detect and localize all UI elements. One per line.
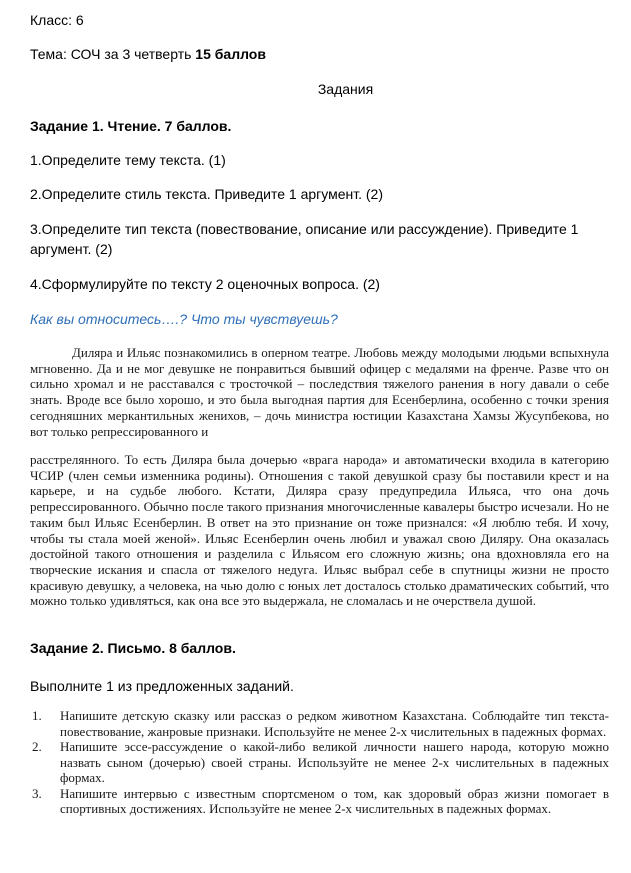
task2-instruction: Выполните 1 из предложенных заданий. [30,678,294,694]
item-text: Напишите детскую сказку или рассказ о редком животном Казахстана. Соблюдайте тип текста-повествование, жанровые признаки. Используйте не менее 2-х числительных в падежных формах. [60,708,609,739]
assignments-title: Задания [317,81,374,97]
reading-paragraph-2: расстрелянного. То есть Диляра была дочерью «врага народа» и автоматически входила в категорию ЧСИР (член семьи изменника родины). Отношения с такой девушкой сразу бы поставили крест и на карьере, и на судьбе любого. Кстати, Диляра сразу предупредила Ильяса, что она дочь репрессированного. Обычно после такого признания многочисленные кавалеры быстро исчезали. Но не таким был Ильяс Есенберлин. В ответ на это признание он тоже признался: «Я люблю тебя. И хочу, чтобы ты стала моей женой». Ильяс Есенберлин очень любил и уважал свою Диляру. Она оказалась достойной такого отношения и разделила с Ильясом его сложную жизнь; она вдохновляла его на творческие искания и спасла от тяжелого недуга. Ильяс выбрал себе в спутницы жизни не просто красивую девушку, а человека, на чью долю с юных лет досталось столько драматических событий, что можно только удивляться, как она все это выдержала, не сломалась и не очерствела душой. [30,452,609,609]
item-number: 2. [32,739,42,754]
list-item [30,786,609,817]
item-number: 1. [32,708,42,723]
reading-paragraph-1: Диляра и Ильяс познакомились в оперном театре. Любовь между молодыми людьми вспыхнула мгновенно. Да и не мог девушке не понравиться бывший офицер с медалями на френче. Разве что он сильно хромал и не расставался с тросточкой – последствия тяжелого ранения в ногу давали о себе знать. Вроде все было хорошо, и это была выгодная партия для Есенберлина, особенно с точки зрения сегодняшних меркантильных женихов, – дочь министра юстиции Казахстана Хамзы Жусупбекова, но вот только репрессированного и [30,345,609,439]
task1-hint: Как вы относитесь….? Что ты чувствуешь? [30,311,338,327]
task1-question-3: 3.Определите тип текста (повествование, описание или рассуждение). Приведите 1 аргумент. (2) [30,221,579,257]
reading-text-part2 [30,452,609,609]
item-text: Напишите интервью с известным спортсменом о том, как здоровый образ жизни помогает в спортивных достижениях. Используйте не менее 2-х числительных в падежных формах. [60,785,609,816]
task2-title: Задание 2. Письмо. 8 баллов. [30,640,236,656]
task1-question-4: 4.Сформулируйте по тексту 2 оценочных вопроса. (2) [30,276,380,292]
topic-line [30,44,609,64]
topic-text: Тема: СОЧ за 3 четверть [30,46,196,62]
class-line: Класс: 6 [30,12,84,28]
list-item [30,739,609,786]
task2-list [30,708,609,817]
task1-title: Задание 1. Чтение. 7 баллов. [30,118,232,134]
task1-question-1: 1.Определите тему текста. (1) [30,152,226,168]
item-number: 3. [32,785,42,801]
list-item [30,708,609,739]
item-text: Напишите эссе-рассуждение о какой-либо великой личности нашего народа, которую можно назвать сыном (дочерью) своей страны. Используйте не менее 2-х числительных в падежных формах. [60,739,609,785]
reading-text-part1 [30,345,609,439]
topic-points: 15 баллов [195,46,266,62]
task1-question-2: 2.Определите стиль текста. Приведите 1 аргумент. (2) [30,186,383,202]
